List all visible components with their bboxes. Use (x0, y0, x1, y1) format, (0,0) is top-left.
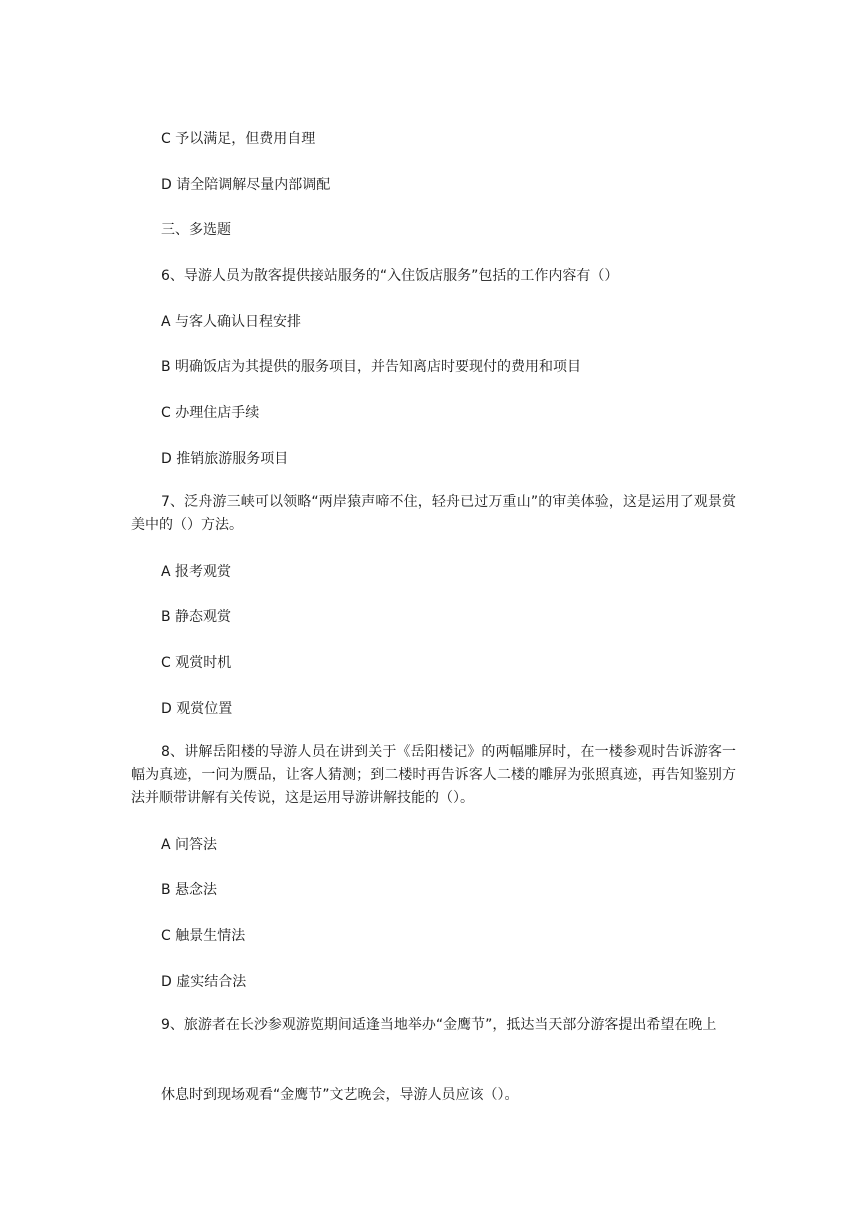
question-6: 6、导游人员为散客提供接站服务的“入住饭店服务”包括的工作内容有（） (161, 268, 619, 284)
option-a-q8: A 问答法 (161, 837, 218, 853)
option-c-q7: C 观赏时机 (161, 655, 232, 671)
option-b-q8: B 悬念法 (161, 882, 218, 898)
question-7: 7、泛舟游三峡可以领略“两岸猿声啼不住，轻舟已过万重山”的审美体验，这是运用了观景赏美中的（）方法。 (131, 494, 736, 533)
question-8: 8、讲解岳阳楼的导游人员在讲到关于《岳阳楼记》的两幅雕屏时，在一楼参观时告诉游客一幅为真迹，一问为赝品，让客人猜测；到二楼时再告诉客人二楼的雕屏为张照真迹，再告知鉴别方法并顺带讲解有关传说，这是运用导游讲解技能的（）。 (131, 744, 736, 806)
section-heading-multiple-choice: 三、多选题 (161, 222, 231, 238)
option-b-q6: B 明确饭店为其提供的服务项目，并告知离店时要现付的费用和项目 (161, 359, 582, 375)
option-d-q7: D 观赏位置 (161, 701, 233, 717)
option-a-q6: A 与客人确认日程安排 (161, 314, 302, 330)
option-d-q8: D 虚实结合法 (161, 974, 247, 990)
option-d-q5: D 请全陪调解尽量内部调配 (161, 177, 331, 193)
option-a-q7: A 报考观赏 (161, 564, 232, 580)
option-d-q6: D 推销旅游服务项目 (161, 451, 289, 467)
option-c-q5: C 予以满足，但费用自理 (161, 131, 316, 147)
question-9: 9、旅游者在长沙参观游览期间适逢当地举办“金鹰节”，抵达当天部分游客提出希望在晚上 (161, 1017, 717, 1033)
question-9-continued: 休息时到现场观看“金鹰节”文艺晚会，导游人员应该（）。 (161, 1087, 519, 1103)
option-c-q6: C 办理住店手续 (161, 405, 260, 421)
option-b-q7: B 静态观赏 (161, 609, 232, 625)
option-c-q8: C 触景生情法 (161, 928, 246, 944)
